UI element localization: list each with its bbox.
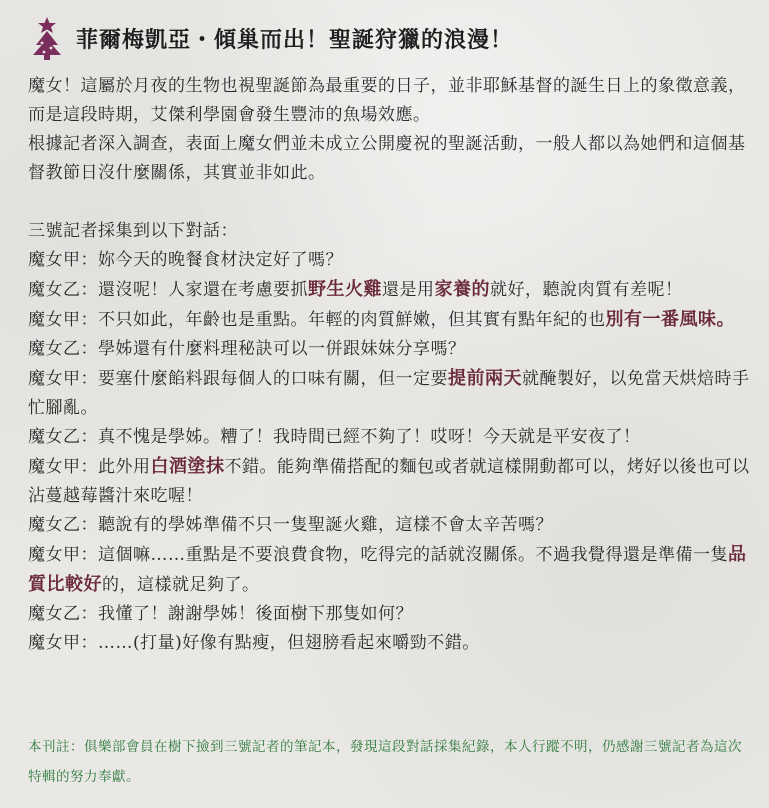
speaker-label: 魔女乙： [28, 339, 98, 359]
dialogue-text: 要塞什麼餡料跟每個人的口味有關，但一定要 [98, 369, 448, 389]
speaker-label: 魔女乙： [28, 280, 98, 300]
speaker-label: 魔女甲： [28, 369, 98, 389]
dialogue-text: 聽說有的學姊準備不只一隻聖誕火雞，這樣不會太辛苦嗎？ [98, 515, 553, 535]
christmas-tree-icon [30, 15, 64, 61]
dialogue-text: 真不愧是學姊。糟了！我時間已經不夠了！哎呀！今天就是平安夜了！ [98, 427, 641, 447]
speaker-label: 魔女乙： [28, 427, 98, 447]
dialogue-text: 不錯。能夠準備搭配的麵包或者就這樣開動都可以，烤好以後也可以沾蔓越莓醬汁來吃喔！ [28, 457, 750, 506]
speaker-label: 魔女乙： [28, 515, 98, 535]
dialogue-text: 就好，聽說肉質有差呢！ [490, 280, 683, 300]
dialogue-line [28, 335, 760, 364]
speaker-label: 魔女甲： [28, 457, 98, 477]
speaker-label: 魔女甲： [28, 633, 98, 653]
paragraph-spacer [28, 188, 760, 217]
dialogue-text: 的，這樣就足夠了。 [102, 575, 260, 595]
emphasis-text: 別有一番風味。 [605, 309, 735, 330]
speaker-label: 魔女甲： [28, 250, 98, 270]
dialogue-line [28, 364, 760, 423]
emphasis-text: 白酒塗抹 [150, 456, 225, 477]
dialogue-text: 還沒呢！人家還在考慮要抓 [98, 280, 308, 300]
editor-note: 本刊註：俱樂部會員在樹下撿到三號記者的筆記本，發現這段對話採集紀錄，本人行蹤不明，仍感謝三號記者為這次特輯的努力奉獻。 [28, 739, 742, 785]
dialogue-line [28, 305, 760, 335]
dialogue-line [28, 423, 760, 452]
dialogue-text: 就醃製好，以免當天烘焙時手忙腳亂。 [28, 369, 750, 418]
speaker-label: 魔女甲： [28, 545, 98, 565]
dialogue-text: 此外用 [98, 457, 151, 477]
emphasis-text: 品質比較好 [28, 544, 747, 595]
dialogue-text: 我懂了！謝謝學姊！後面樹下那隻如何？ [98, 604, 413, 624]
dialogue-text: 不只如此，年齡也是重點。年輕的肉質鮮嫩，但其實有點年紀的也 [98, 310, 606, 330]
dialogue-line [28, 246, 760, 275]
dialogue-text: 這個嘛……重點是不要浪費食物，吃得完的話就沒關係。不過我覺得還是準備一隻 [98, 545, 728, 565]
emphasis-text: 家養的 [434, 279, 490, 300]
article-body [28, 72, 760, 658]
intro-paragraph: 魔女！這屬於月夜的生物也視聖誕節為最重要的日子，並非耶穌基督的誕生日上的象徵意義，而是這段時期，艾傑利學園會發生豐沛的魚場效應。 [28, 76, 746, 125]
speaker-label: 魔女甲： [28, 310, 98, 330]
article-title: 菲爾梅凱亞・傾巢而出！聖誕狩獵的浪漫！ [76, 27, 514, 53]
dialogue-line [28, 275, 760, 305]
dialogue-line [28, 629, 760, 658]
dialogue-text: 還是用 [382, 280, 435, 300]
dialogue-line [28, 511, 760, 540]
article-header [30, 12, 513, 64]
dialogue-line [28, 452, 760, 511]
dialogue-text: 學姊還有什麼料理秘訣可以一併跟妹妹分享嗎？ [98, 339, 466, 359]
dialogue-intro: 三號記者採集到以下對話： [28, 221, 238, 241]
dialogue-text: 妳今天的晚餐食材決定好了嗎？ [98, 250, 343, 270]
emphasis-text: 野生火雞 [308, 279, 382, 300]
dialogue-line [28, 540, 760, 600]
dialogue-text: ……(打量)好像有點瘦，但翅膀看起來嚼勁不錯。 [98, 633, 480, 653]
speaker-label: 魔女乙： [28, 604, 98, 624]
emphasis-text: 提前兩天 [448, 368, 522, 389]
dialogue-line [28, 600, 760, 629]
dialogue-list [28, 246, 760, 658]
intro-paragraph: 根據記者深入調查，表面上魔女們並未成立公開慶祝的聖誕活動，一般人都以為她們和這個基督教節日沒什麼關係，其實並非如此。 [28, 134, 746, 183]
